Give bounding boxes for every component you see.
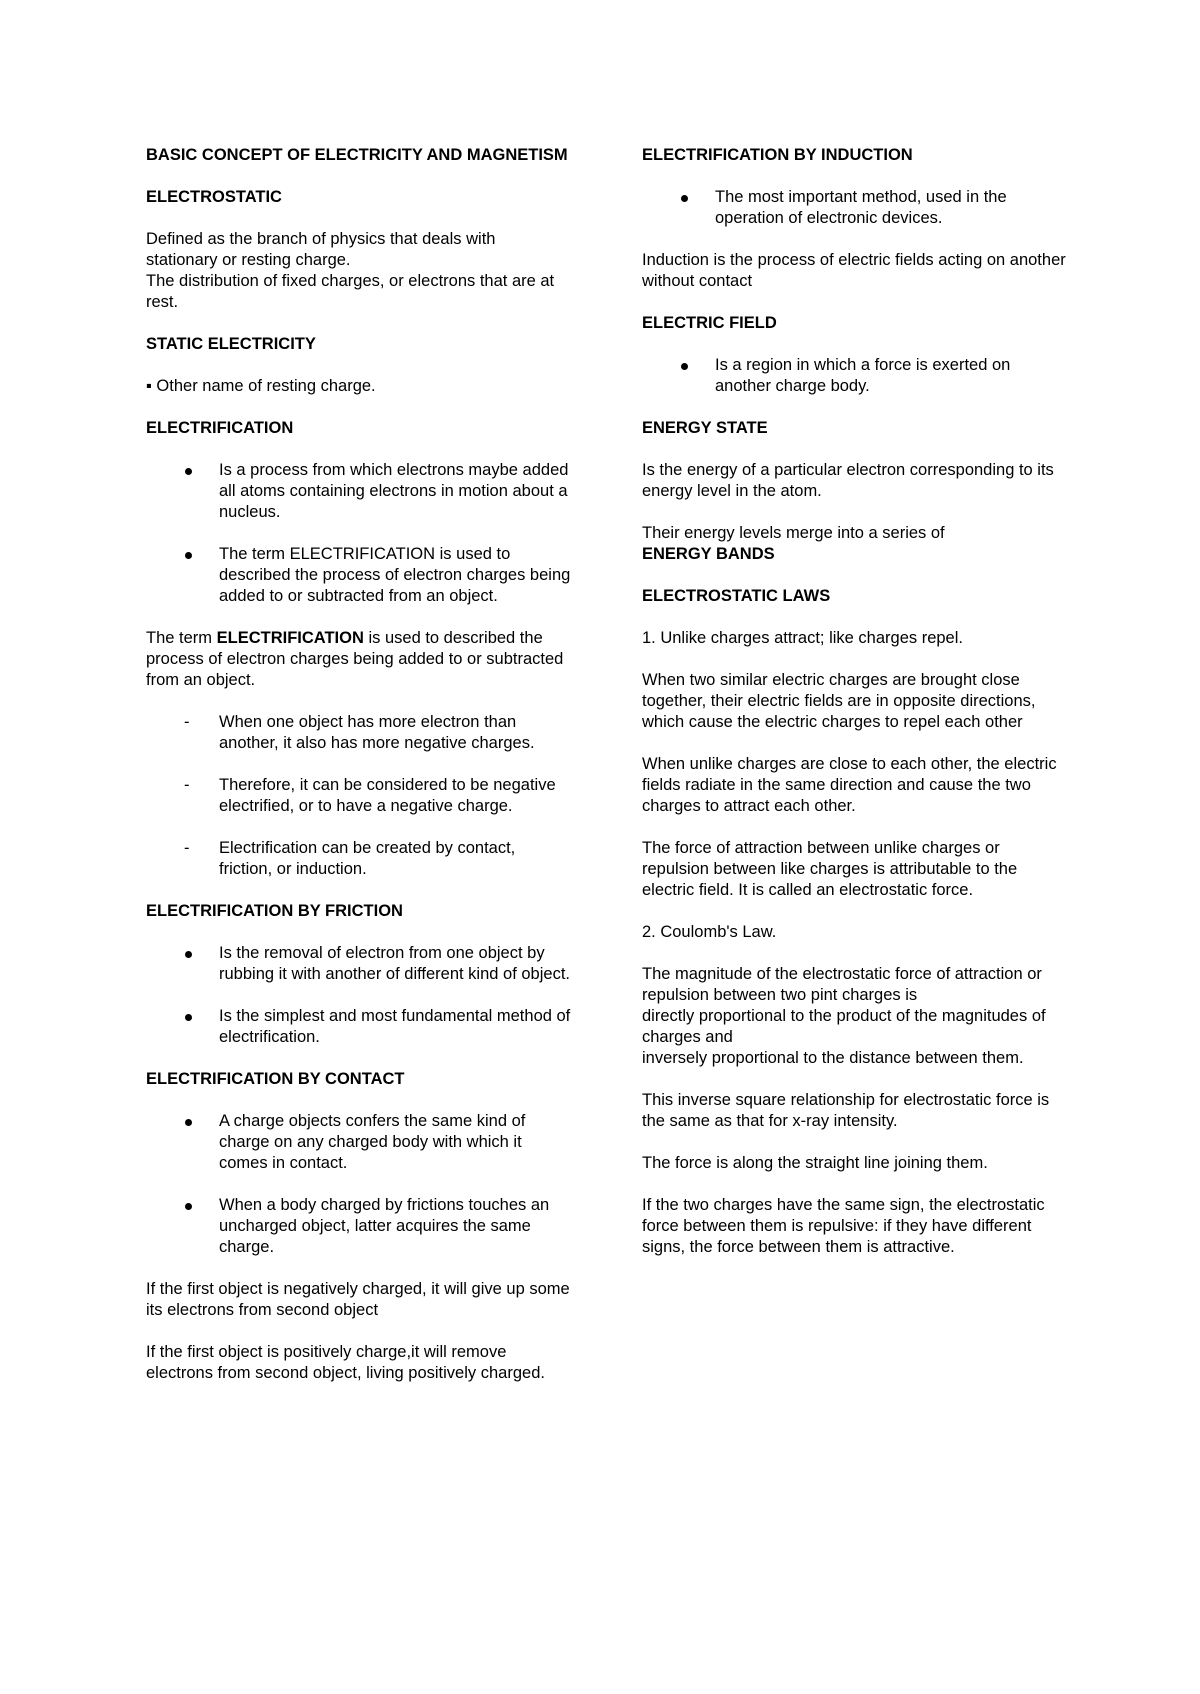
list-item-text: Is a region in which a force is exerted on another charge body. [715, 356, 1011, 395]
list-item-text: The most important method, used in the operation of electronic devices. [715, 188, 1007, 227]
list-item [146, 544, 571, 607]
static-electricity-text: ▪ Other name of resting charge. [146, 377, 376, 395]
list-item-text: Therefore, it can be considered to be negative electrified, or to have a negative charge. [219, 776, 556, 815]
coulomb-paragraph [642, 964, 1067, 1069]
list-item-text: When a body charged by frictions touches an uncharged object, latter acquires the same charge. [219, 1196, 550, 1256]
electrostatic-definition: Defined as the branch of physics that deals with stationary or resting charge. [146, 230, 496, 269]
list-item-text: A charge objects confers the same kind of charge on any charged body with which it comes in contact. [219, 1112, 526, 1172]
paragraph-text: directly proportional to the product of the magnitudes of charges and [642, 1007, 1046, 1046]
list-item [642, 187, 1067, 229]
dash-icon: - [184, 776, 190, 794]
list-item-text: Is a process from which electrons maybe added all atoms containing electrons in motion about a nucleus. [219, 461, 569, 521]
induction-bullet-list [642, 187, 1067, 229]
sign-paragraph: If the two charges have the same sign, the electrostatic force between them is repulsive: if they have different signs, the force between them is attractive. [642, 1196, 1045, 1256]
dash-icon: - [184, 713, 190, 731]
contact-bullet-list [146, 1111, 571, 1258]
heading-electrostatic: ELECTROSTATIC [146, 188, 282, 206]
bullet-icon [681, 363, 688, 370]
document-title: BASIC CONCEPT OF ELECTRICITY AND MAGNETISM [146, 146, 568, 164]
heading-electrification: ELECTRIFICATION [146, 419, 294, 437]
electrostatic-force-paragraph: The force of attraction between unlike charges or repulsion between like charges is attributable to the electric field. It is called an electrostatic force. [642, 839, 1018, 899]
bullet-icon [681, 195, 688, 202]
heading-electrification-by-induction: ELECTRIFICATION BY INDUCTION [642, 146, 913, 164]
law-1-repel-paragraph: When two similar electric charges are brought close together, their electric fields are in opposite directions, which cause the electric charges to repel each other [642, 671, 1036, 731]
bullet-icon [185, 1119, 192, 1126]
list-item [146, 460, 571, 523]
heading-electric-field: ELECTRIC FIELD [642, 314, 777, 332]
dash-icon: - [184, 839, 190, 857]
heading-electrostatic-laws: ELECTROSTATIC LAWS [642, 587, 831, 605]
law-1-attract-paragraph: When unlike charges are close to each other, the electric fields radiate in the same direction and cause the two charges to attract each other. [642, 755, 1057, 815]
contact-negative-paragraph: If the first object is negatively charged, it will give up some its electrons from second object [146, 1280, 570, 1319]
list-item [146, 1111, 571, 1174]
bullet-icon [185, 1014, 192, 1021]
force-direction-paragraph: The force is along the straight line joining them. [642, 1154, 988, 1172]
list-item [146, 1195, 571, 1258]
list-item-text: Is the removal of electron from one object by rubbing it with another of different kind of object. [219, 944, 570, 983]
bullet-icon [185, 951, 192, 958]
list-item-text: When one object has more electron than another, it also has more negative charges. [219, 713, 535, 752]
paragraph-text: is used to described the process of electron charges being added to or subtracted from an object. [146, 629, 564, 689]
bullet-icon [185, 552, 192, 559]
electric-field-bullet-list [642, 355, 1067, 397]
heading-energy-state: ENERGY STATE [642, 419, 768, 437]
paragraph-text: inversely proportional to the distance between them. [642, 1049, 1024, 1067]
list-item-text: Is the simplest and most fundamental method of electrification. [219, 1007, 571, 1046]
inverse-square-paragraph: This inverse square relationship for electrostatic force is the same as that for x-ray intensity. [642, 1091, 1050, 1130]
right-column [642, 145, 1067, 1279]
list-item [146, 1006, 571, 1048]
list-item [146, 775, 571, 817]
electrostatic-distribution: The distribution of fixed charges, or electrons that are at rest. [146, 272, 555, 311]
electrification-paragraph [146, 628, 571, 691]
list-item [146, 712, 571, 754]
electrification-dash-list [146, 712, 571, 880]
friction-bullet-list [146, 943, 571, 1048]
law-2: 2. Coulomb's Law. [642, 923, 777, 941]
heading-electrification-by-friction: ELECTRIFICATION BY FRICTION [146, 902, 403, 920]
induction-paragraph: Induction is the process of electric fields acting on another without contact [642, 251, 1066, 290]
energy-state-paragraph: Is the energy of a particular electron corresponding to its energy level in the atom. [642, 461, 1054, 500]
left-column [146, 145, 571, 1405]
bullet-icon [185, 1203, 192, 1210]
list-item [146, 838, 571, 880]
energy-bands-paragraph [642, 523, 1067, 565]
law-1: 1. Unlike charges attract; like charges repel. [642, 629, 963, 647]
bullet-icon [185, 468, 192, 475]
paragraph-text: The term [146, 629, 217, 647]
contact-positive-paragraph: If the first object is positively charge,it will remove electrons from second object, living positively charged. [146, 1343, 545, 1382]
list-item-text: The term ELECTRIFICATION is used to described the process of electron charges being added to or subtracted from an object. [219, 545, 571, 605]
paragraph-text: Their energy levels merge into a series of [642, 524, 945, 542]
electrification-bullet-list [146, 460, 571, 607]
bold-term: ELECTRIFICATION [216, 629, 364, 647]
bold-term: ENERGY BANDS [642, 545, 775, 563]
list-item [642, 355, 1067, 397]
paragraph-text: The magnitude of the electrostatic force of attraction or repulsion between two pint charges is [642, 965, 1042, 1004]
list-item-text: Electrification can be created by contact, friction, or induction. [219, 839, 516, 878]
list-item [146, 943, 571, 985]
heading-static-electricity: STATIC ELECTRICITY [146, 335, 316, 353]
heading-electrification-by-contact: ELECTRIFICATION BY CONTACT [146, 1070, 405, 1088]
